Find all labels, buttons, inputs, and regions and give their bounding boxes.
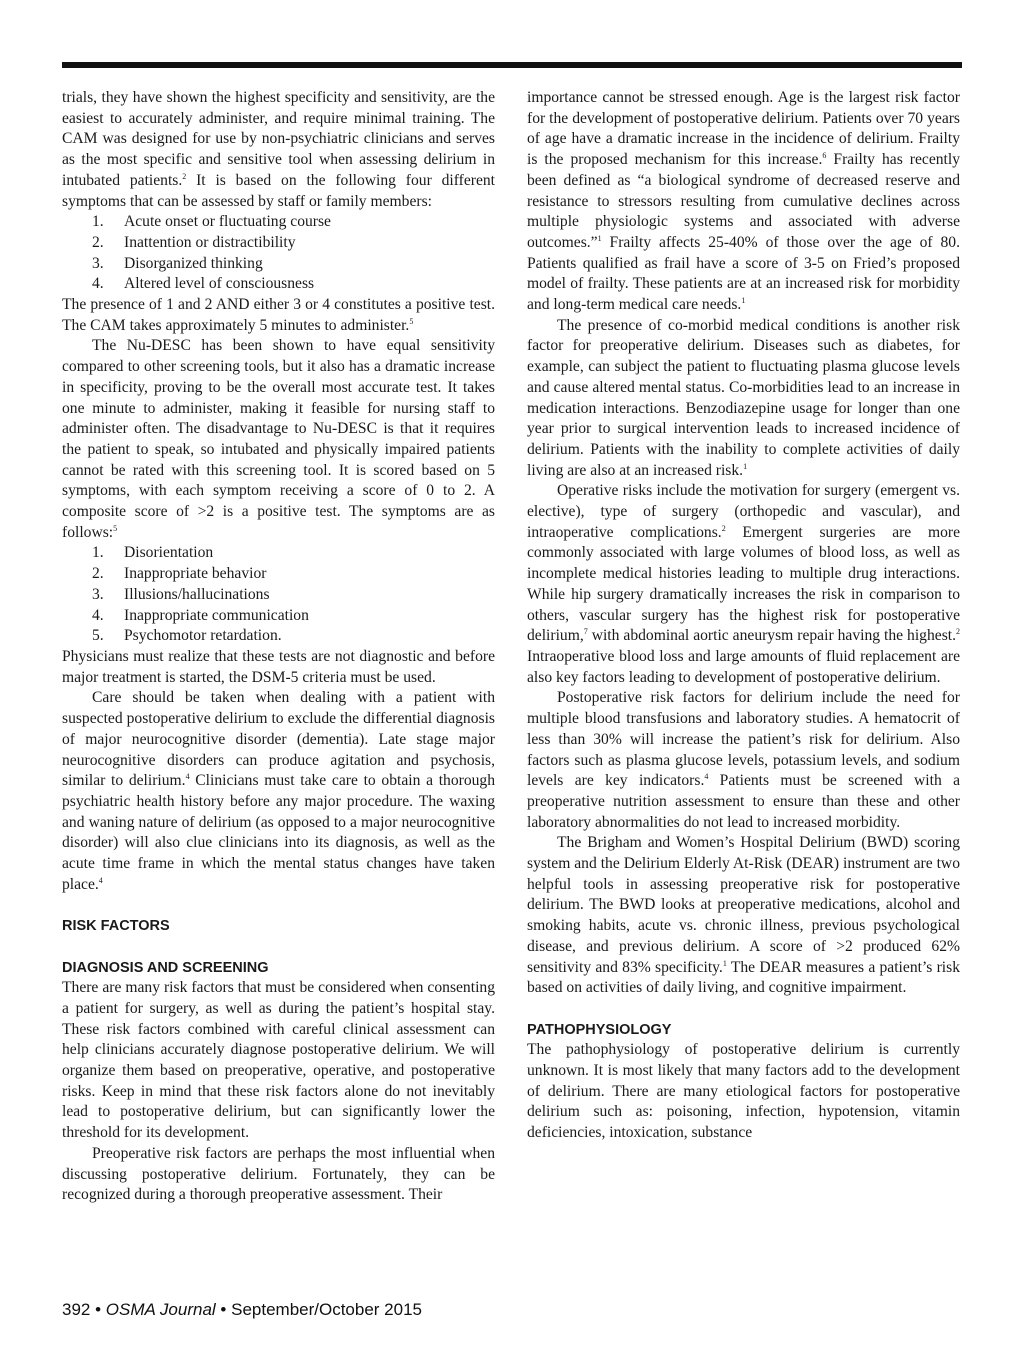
page-footer: 392 • OSMA Journal • September/October 2015 <box>62 1300 423 1319</box>
list-item: 1. Acute onset or fluctuating course <box>92 213 331 231</box>
cam-symptom-list <box>62 212 495 295</box>
paragraph: The presence of co-morbid medical conditions is another risk factor for preoperative delirium. Diseases such as diabetes, for example, can subject the patient to fluctuating plasma glucose levels and cause altered mental status. Co-morbidities lead to an increase in medication interactions. Benzodiazepine usage for longer than one year prior to surgical intervention leads to increased incidence of delirium. Patients with the inability to complete activities of daily living are also at an increased risk.$^1$ <box>527 316 960 479</box>
list-item: 4. Inappropriate communication <box>92 606 309 624</box>
list-item: 1. Disorientation <box>92 544 214 562</box>
paragraph: Preoperative risk factors are perhaps the most influential when discussing postoperative delirium. Fortunately, they can be recognized during a thorough preoperative assessment. Their <box>62 1144 495 1204</box>
paragraph: trials, they have shown the highest specificity and sensitivity, are the easiest to accurately administer, and require minimal training. The CAM was designed for use by non-psychiatric clinicians and serves as the most specific and sensitive tool when assessing delirium in intubated patients.$^2$ It is based on the following four different symptoms that can be assessed by staff or family members: <box>62 89 496 210</box>
paragraph: Postoperative risk factors for delirium include the need for multiple blood transfusions and laboratory studies. A hematocrit of less than 30% will increase the patient’s risk for delirium. Also factors such as plasma glucose levels, potassium levels, and sodium levels are key indicators.$^4$ Patients must be screened with a preoperative nutrition assessment to ensure than these and other laboratory abnormalities do not lead to increased morbidity. <box>527 689 960 831</box>
paragraph: The pathophysiology of postoperative delirium is currently unknown. It is most likely that many factors add to the development of delirium. There are many etiological factors for postoperative delirium such as: poisoning, infection, hypotension, vitamin deficiencies, intoxication, substance <box>527 1041 960 1142</box>
page-number: 392 <box>62 1300 91 1319</box>
paragraph: Physicians must realize that these tests are not diagnostic and before major treatment is started, the DSM-5 criteria must be used. <box>62 647 495 686</box>
paragraph: The Nu-DESC has been shown to have equal sensitivity compared to other screening tools, but it also has a dramatic increase in specificity, proving to be the overall most accurate test. It takes one minute to administer, making it feasible for nursing staff to administer often. The disadvantage to Nu-DESC is that it requires the patient to speak, so intubated and physically impaired patients cannot be rated with this screening tool. It is scored based on 5 symptoms, with each symptom receiving a score of 0 to 2. A composite score of >2 is a positive test. The symptoms are as follows:$^5$ <box>62 337 495 541</box>
paragraph: The presence of 1 and 2 AND either 3 or 4 constitutes a positive test. The CAM takes approximately 5 minutes to administer.$^5$ <box>62 296 495 334</box>
list-item: 4. Altered level of consciousness <box>92 275 315 293</box>
list-item: 3. Illusions/hallucinations <box>92 585 270 603</box>
nudesc-symptom-list <box>62 543 495 647</box>
left-column <box>62 88 495 1206</box>
section-heading-diagnosis: DIAGNOSIS AND SCREENING <box>62 959 269 976</box>
journal-name: OSMA Journal <box>105 1300 216 1319</box>
section-heading-risk-factors: RISK FACTORS <box>62 918 170 935</box>
paragraph: Operative risks include the motivation for surgery (emergent vs. elective), type of surgery (orthopedic and vascular), and intraoperative complications.$^2$ Emergent surgeries are more commonly associated with large volumes of blood loss, as well as incomplete medical histories leading to multiple drug interactions. While hip surgery dramatically increases the risk in comparison to others, vascular surgery has the highest risk for postoperative delirium,$^7$ with abdominal aortic aneurysm repair having the highest.$^2$ Intraoperative blood loss and large amounts of fluid replacement are also key factors leading to development of postoperative delirium. <box>527 482 960 686</box>
top-rule <box>62 62 962 68</box>
list-item: 2. Inappropriate behavior <box>92 565 267 583</box>
list-item: 3. Disorganized thinking <box>92 254 263 272</box>
list-item: 5. Psychomotor retardation. <box>92 627 282 645</box>
issue-date: September/October 2015 <box>231 1300 423 1319</box>
right-column <box>527 88 960 1144</box>
paragraph: There are many risk factors that must be considered when consenting a patient for surgery, as well as during the patient’s hospital stay. These risk factors combined with careful clinical assessment can help clinicians accurately diagnose postoperative delirium. We will organize them based on preoperative, operative, and postoperative risks. Keep in mind that these risk factors alone do not inevitably lead to postoperative delirium, but can significantly lower the threshold for its development. <box>62 979 495 1142</box>
section-heading-pathophysiology: PATHOPHYSIOLOGY <box>527 1021 672 1038</box>
paragraph: The Brigham and Women’s Hospital Delirium (BWD) scoring system and the Delirium Elderly At-Risk (DEAR) instrument are two helpful tools in assessing preoperative risk for postoperative delirium. The BWD looks at preoperative medications, alcohol and smoking habits, acute vs. chronic illness, previous psychological disease, and previous delirium. A score of >2 produced 62% sensitivity and 83% specificity.$^1$ The DEAR measures a patient’s risk based on activities of daily living, and cognitive impairment. <box>527 834 960 997</box>
list-item: 2. Inattention or distractibility <box>92 233 296 251</box>
paragraph: Care should be taken when dealing with a patient with suspected postoperative delirium to exclude the differential diagnosis of major neurocognitive disorder (dementia). Late stage major neurocognitive disorders can produce agitation and psychosis, similar to delirium.$^4$ Clinicians must take care to obtain a thorough psychiatric health history before any major procedure. The waxing and waning nature of delirium (as opposed to a major neurocognitive disorder) will also clue clinicians into its diagnosis, as well as the acute time frame in which the mental status changes have taken place.$^4$ <box>62 689 496 893</box>
paragraph: importance cannot be stressed enough. Age is the largest risk factor for the development of postoperative delirium. Patients over 70 years of age have a dramatic increase in the incidence of delirium. Frailty is the proposed mechanism for this increase.$^6$ Frailty has recently been defined as “a biological syndrome of decreased reserve and resistance to stressors resulting from cumulative declines across multiple physiologic systems and associated with adverse outcomes.”$^1$ Frailty affects 25-40% of those over the age of 80. Patients qualified as frail have a score of 3-5 on Fried’s proposed model of frailty. These patients are at an increased risk for morbidity and long-term medical care needs.$^1$ <box>527 89 961 314</box>
